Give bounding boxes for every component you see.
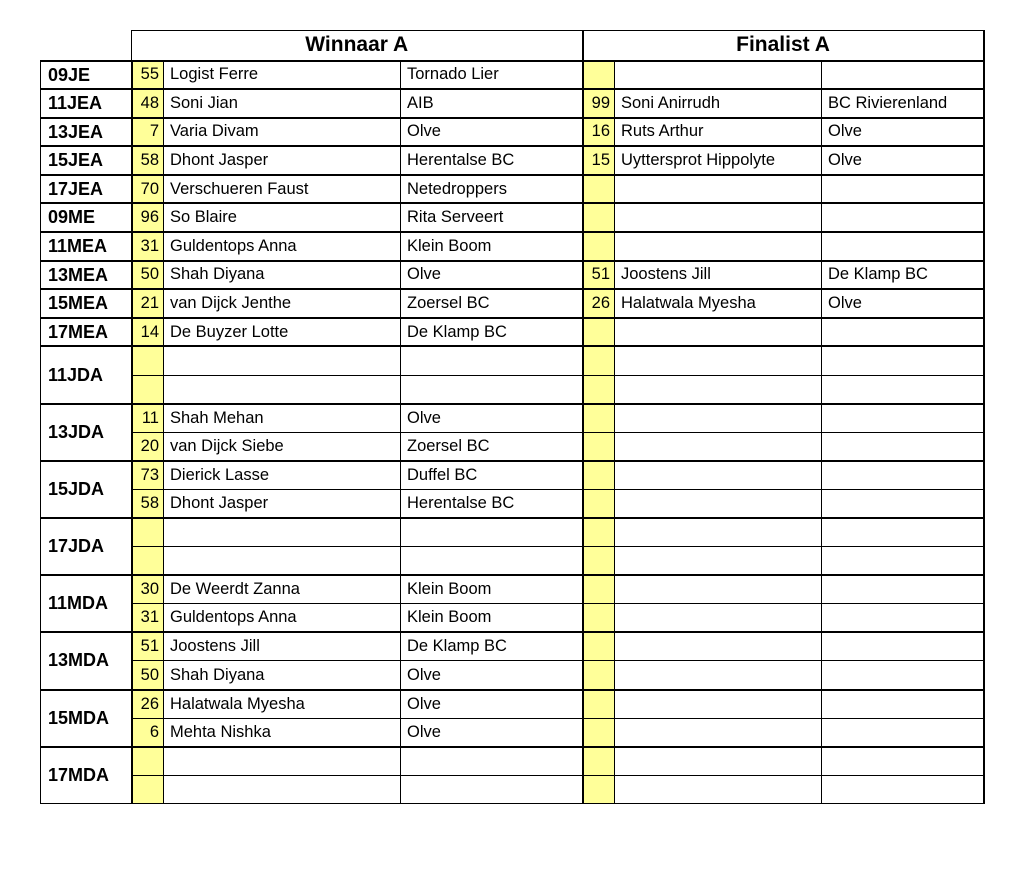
winner-name: Dierick Lasse [164, 461, 401, 490]
category-label: 13MDA [41, 632, 132, 689]
table-row [41, 547, 984, 576]
winner-name: Joostens Jill [164, 632, 401, 661]
winner-name: Shah Diyana [164, 661, 401, 690]
winner-club [401, 747, 583, 776]
winner-name: Guldentops Anna [164, 232, 401, 261]
finalist-club [822, 461, 984, 490]
finalist-name: Joostens Jill [615, 261, 822, 290]
finalist-seed [583, 404, 615, 433]
table-row [41, 346, 984, 375]
category-label: 13JEA [41, 118, 132, 147]
finalist-name [615, 232, 822, 261]
winner-name: Dhont Jasper [164, 489, 401, 518]
finalist-seed [583, 718, 615, 747]
finalist-seed [583, 318, 615, 347]
winner-seed [132, 346, 164, 375]
table-row [41, 118, 984, 147]
corner-cell [41, 31, 132, 61]
table-row [41, 461, 984, 490]
finalist-club [822, 489, 984, 518]
winner-seed: 73 [132, 461, 164, 490]
winner-name [164, 375, 401, 404]
finalist-name [615, 775, 822, 804]
winner-club: Herentalse BC [401, 146, 583, 175]
category-label: 17JDA [41, 518, 132, 575]
finalist-seed [583, 346, 615, 375]
table-row [41, 690, 984, 719]
finalist-seed [583, 432, 615, 461]
finalist-seed: 16 [583, 118, 615, 147]
winner-name [164, 775, 401, 804]
table-row [41, 289, 984, 318]
table-row [41, 375, 984, 404]
category-label: 13JDA [41, 404, 132, 461]
finalist-club [822, 604, 984, 633]
finalist-club [822, 575, 984, 604]
category-label: 17JEA [41, 175, 132, 204]
category-label: 11JEA [41, 89, 132, 118]
finalist-name [615, 518, 822, 547]
winner-club [401, 547, 583, 576]
category-label: 15MDA [41, 690, 132, 747]
winner-club: Klein Boom [401, 604, 583, 633]
winner-club: AIB [401, 89, 583, 118]
winner-club: Olve [401, 718, 583, 747]
finalist-name [615, 747, 822, 776]
finalist-name [615, 604, 822, 633]
finalist-club [822, 175, 984, 204]
winner-club [401, 518, 583, 547]
finalist-seed [583, 175, 615, 204]
winner-seed: 58 [132, 489, 164, 518]
winner-name: Soni Jian [164, 89, 401, 118]
finalist-seed: 26 [583, 289, 615, 318]
winner-club [401, 346, 583, 375]
finalist-name [615, 690, 822, 719]
winner-name: Shah Mehan [164, 404, 401, 433]
finalist-name: Soni Anirrudh [615, 89, 822, 118]
finalist-club: Olve [822, 146, 984, 175]
winner-name: Mehta Nishka [164, 718, 401, 747]
winner-seed: 55 [132, 61, 164, 90]
winner-name: So Blaire [164, 203, 401, 232]
winner-seed: 7 [132, 118, 164, 147]
winner-seed: 6 [132, 718, 164, 747]
category-label: 09JE [41, 61, 132, 90]
finalist-club: De Klamp BC [822, 261, 984, 290]
finalist-club [822, 232, 984, 261]
winner-seed: 20 [132, 432, 164, 461]
finalist-name: Uyttersprot Hippolyte [615, 146, 822, 175]
winner-club: De Klamp BC [401, 318, 583, 347]
table-row [41, 518, 984, 547]
finalist-club [822, 690, 984, 719]
winner-club: Olve [401, 261, 583, 290]
winner-club: Klein Boom [401, 232, 583, 261]
finalist-name [615, 718, 822, 747]
finalist-seed [583, 203, 615, 232]
winner-club: Olve [401, 661, 583, 690]
winner-seed: 51 [132, 632, 164, 661]
table-row [41, 661, 984, 690]
winner-club: Tornado Lier [401, 61, 583, 90]
winner-name: Varia Divam [164, 118, 401, 147]
finalist-club [822, 318, 984, 347]
finalist-club [822, 518, 984, 547]
table-row [41, 489, 984, 518]
winner-seed: 31 [132, 232, 164, 261]
finalist-club [822, 547, 984, 576]
winner-club: Rita Serveert [401, 203, 583, 232]
winner-name: Verschueren Faust [164, 175, 401, 204]
finalist-club [822, 404, 984, 433]
winner-club: Duffel BC [401, 461, 583, 490]
finalist-name [615, 461, 822, 490]
finalist-name [615, 575, 822, 604]
finalist-name [615, 404, 822, 433]
finalist-name [615, 547, 822, 576]
finalist-name: Ruts Arthur [615, 118, 822, 147]
finalist-seed: 51 [583, 261, 615, 290]
finalist-name: Halatwala Myesha [615, 289, 822, 318]
finalist-seed [583, 775, 615, 804]
table-row [41, 747, 984, 776]
winner-seed: 50 [132, 261, 164, 290]
winner-name: Dhont Jasper [164, 146, 401, 175]
header-finalist: Finalist A [583, 31, 984, 61]
winner-name: van Dijck Siebe [164, 432, 401, 461]
winner-name [164, 747, 401, 776]
winner-seed: 11 [132, 404, 164, 433]
winner-club [401, 375, 583, 404]
finalist-club [822, 775, 984, 804]
table-row [41, 203, 984, 232]
winner-seed: 50 [132, 661, 164, 690]
finalist-club [822, 432, 984, 461]
finalist-name [615, 203, 822, 232]
category-label: 17MDA [41, 747, 132, 804]
category-label: 11MDA [41, 575, 132, 632]
table-row [41, 432, 984, 461]
results-body [41, 61, 984, 804]
winner-club: Zoersel BC [401, 289, 583, 318]
winner-name: van Dijck Jenthe [164, 289, 401, 318]
finalist-name [615, 375, 822, 404]
finalist-club: Olve [822, 289, 984, 318]
winner-seed: 31 [132, 604, 164, 633]
table-row [41, 718, 984, 747]
winner-seed [132, 375, 164, 404]
winner-seed: 21 [132, 289, 164, 318]
table-row [41, 61, 984, 90]
winner-name: De Weerdt Zanna [164, 575, 401, 604]
finalist-seed [583, 232, 615, 261]
finalist-club [822, 346, 984, 375]
finalist-seed [583, 575, 615, 604]
winner-seed: 26 [132, 690, 164, 719]
table-row [41, 575, 984, 604]
table-row [41, 232, 984, 261]
finalist-seed: 15 [583, 146, 615, 175]
table-row [41, 318, 984, 347]
finalist-club [822, 661, 984, 690]
winner-club: Olve [401, 404, 583, 433]
table-row [41, 632, 984, 661]
winner-seed: 70 [132, 175, 164, 204]
table-row [41, 175, 984, 204]
finalist-seed [583, 489, 615, 518]
winner-club: Olve [401, 690, 583, 719]
winner-name: De Buyzer Lotte [164, 318, 401, 347]
results-table [40, 30, 985, 804]
finalist-name [615, 346, 822, 375]
winner-club: Klein Boom [401, 575, 583, 604]
table-row [41, 261, 984, 290]
winner-seed: 30 [132, 575, 164, 604]
category-label: 09ME [41, 203, 132, 232]
finalist-seed [583, 747, 615, 776]
finalist-name [615, 632, 822, 661]
finalist-seed [583, 632, 615, 661]
winner-name: Guldentops Anna [164, 604, 401, 633]
winner-club: Netedroppers [401, 175, 583, 204]
finalist-name [615, 175, 822, 204]
winner-club: Herentalse BC [401, 489, 583, 518]
finalist-club [822, 61, 984, 90]
winner-name [164, 518, 401, 547]
finalist-club [822, 632, 984, 661]
table-row [41, 146, 984, 175]
winner-club: Zoersel BC [401, 432, 583, 461]
finalist-seed [583, 547, 615, 576]
finalist-name [615, 61, 822, 90]
winner-club [401, 775, 583, 804]
category-label: 15JEA [41, 146, 132, 175]
table-row [41, 775, 984, 804]
table-row [41, 89, 984, 118]
winner-name [164, 346, 401, 375]
finalist-seed [583, 518, 615, 547]
table-row [41, 404, 984, 433]
winner-name [164, 547, 401, 576]
finalist-name [615, 432, 822, 461]
header-winner: Winnaar A [132, 31, 583, 61]
category-label: 15MEA [41, 289, 132, 318]
winner-seed: 48 [132, 89, 164, 118]
winner-seed [132, 547, 164, 576]
finalist-name [615, 661, 822, 690]
winner-seed: 14 [132, 318, 164, 347]
category-label: 11JDA [41, 346, 132, 403]
finalist-seed [583, 604, 615, 633]
finalist-seed [583, 375, 615, 404]
winner-seed [132, 775, 164, 804]
finalist-name [615, 318, 822, 347]
winner-seed: 96 [132, 203, 164, 232]
category-label: 15JDA [41, 461, 132, 518]
finalist-club: Olve [822, 118, 984, 147]
category-label: 11MEA [41, 232, 132, 261]
table-row [41, 604, 984, 633]
finalist-club [822, 203, 984, 232]
winner-seed [132, 747, 164, 776]
finalist-seed [583, 690, 615, 719]
category-label: 17MEA [41, 318, 132, 347]
category-label: 13MEA [41, 261, 132, 290]
finalist-seed [583, 61, 615, 90]
finalist-seed [583, 461, 615, 490]
finalist-club [822, 747, 984, 776]
finalist-seed: 99 [583, 89, 615, 118]
finalist-club [822, 375, 984, 404]
winner-name: Halatwala Myesha [164, 690, 401, 719]
finalist-club [822, 718, 984, 747]
winner-club: De Klamp BC [401, 632, 583, 661]
winner-seed: 58 [132, 146, 164, 175]
finalist-name [615, 489, 822, 518]
winner-seed [132, 518, 164, 547]
winner-name: Shah Diyana [164, 261, 401, 290]
winner-club: Olve [401, 118, 583, 147]
finalist-seed [583, 661, 615, 690]
finalist-club: BC Rivierenland [822, 89, 984, 118]
winner-name: Logist Ferre [164, 61, 401, 90]
